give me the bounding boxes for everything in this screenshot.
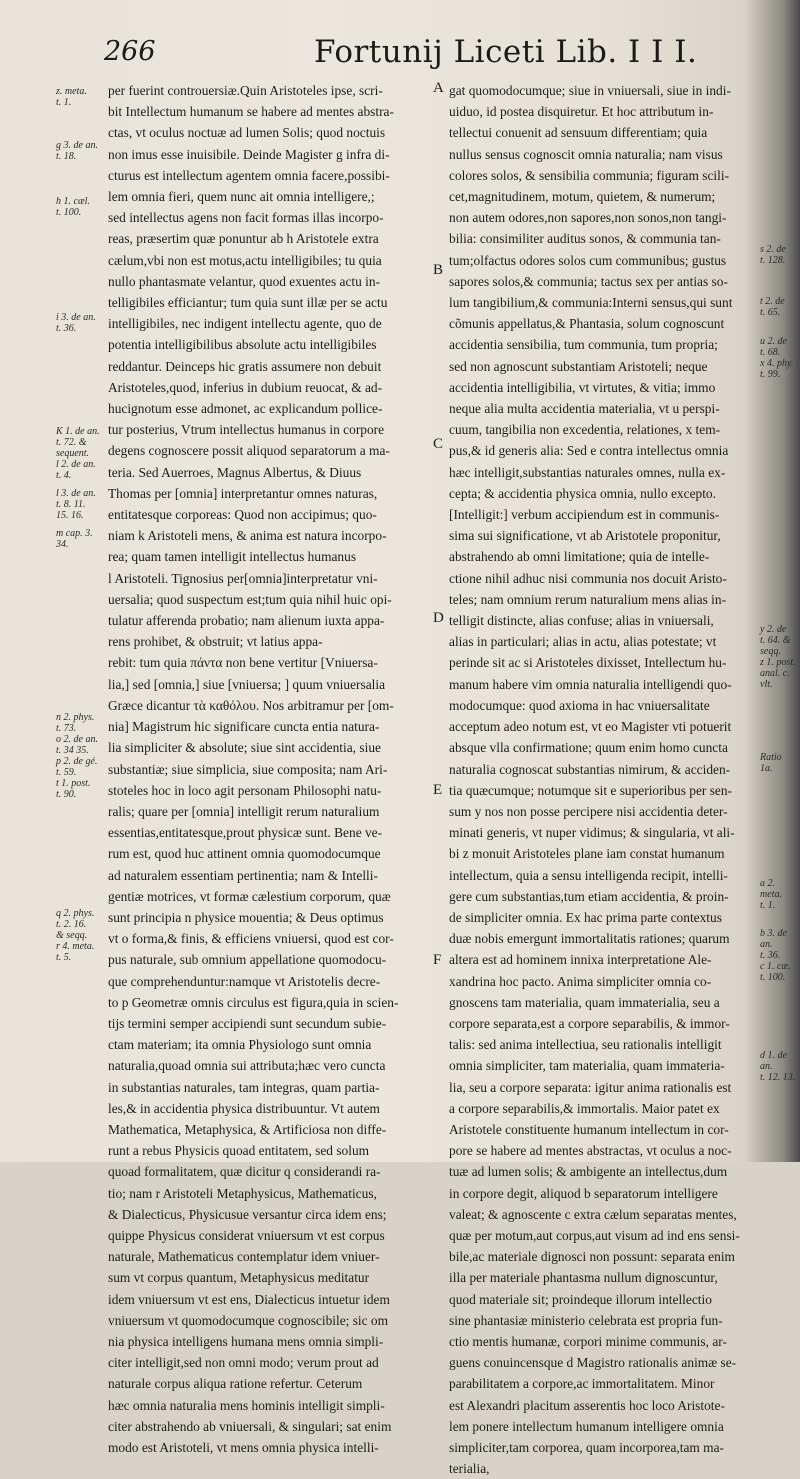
- text-line: telligit distincte, alias confuse; alias in vniuersali,: [449, 613, 714, 629]
- running-title: Fortunij Liceti Lib. I I I.: [314, 34, 698, 70]
- text-line: illa per materiale phantasma nullum dignoscuntur,: [449, 1270, 718, 1286]
- text-line: valeat; & agnoscente c extra cælum separatas mentes,: [449, 1206, 737, 1222]
- section-marker-letter: A: [433, 80, 444, 96]
- text-line: cepta; & accidentia physica omnia, nullo excepto.: [449, 485, 716, 501]
- text-line: bit Intellectum humanum se habere ad mentes abstra-: [108, 104, 394, 120]
- text-line: quod materiale sit; proindeque illorum intellectio: [449, 1291, 712, 1307]
- section-marker-letter: F: [433, 952, 442, 968]
- text-line: Græce dicantur τὰ καθόλου. Nos arbitramur per [om-: [108, 697, 394, 713]
- text-line: terialia,: [449, 1461, 490, 1477]
- text-line: per fuerint controuersiæ.Quin Aristoteles ipse, scri-: [108, 83, 383, 98]
- text-line: quoad formalitatem, quæ dicitur q considerandi ra-: [108, 1164, 381, 1180]
- text-line: tur posterius, Vtrum intellectus humanus in corpore: [108, 422, 385, 438]
- text-line: tia quæcumque; notumque sit e superioribus per sen-: [449, 782, 733, 798]
- text-line: nullo phantasmate velantur, quod exuentes actu in-: [108, 273, 381, 289]
- text-line: guens conuincensque d Magistro rationalis animæ se-: [449, 1355, 737, 1371]
- text-line: les,& in accidentia physica distribuuntur. Vt autem: [108, 1100, 380, 1116]
- text-line: uiduo, id postea disquiretur. Et hoc attributum in-: [449, 104, 714, 120]
- text-line: gat quomodocumque; siue in vniuersali, siue in indi-: [449, 83, 731, 98]
- margin-citation: n 2. phys. t. 73. o 2. de an. t. 34 35. p 2. de gé. t. 59. t 1. post. t. 90.: [56, 712, 98, 800]
- text-line: naturale corpus aliqua ratione refertur. Ceterum: [108, 1376, 363, 1392]
- text-line: rens prohibet, & obstruit; vt latius appa-: [108, 634, 323, 650]
- text-line: lia, seu a corpore separata: igitur anima rationalis est: [449, 1079, 732, 1095]
- text-line: absque vlla confirmatione; quum enim homo cuncta: [449, 740, 728, 756]
- margin-citation: u 2. de t. 68. x 4. phy. t. 99.: [760, 336, 794, 380]
- margin-citation: d 1. de an. t. 12. 13.: [760, 1050, 796, 1083]
- right-text-column: [449, 80, 767, 1479]
- text-line: naturalia,quoad omnia sui attributa;hæc vero cuncta: [108, 1058, 386, 1074]
- text-line: cturus est intellectum agentem omnia facere,possibi-: [108, 167, 390, 183]
- text-line: ad naturalem essentiam pertinentia; nam & Intelli-: [108, 867, 378, 883]
- text-line: ctio mentis humanæ, corpori minime communis, ar-: [449, 1333, 727, 1349]
- text-line: a corpore separabilis,& immortalis. Maior patet ex: [449, 1100, 720, 1116]
- text-line: in corpore degit, aliquod b separatorum intelligere: [449, 1185, 718, 1201]
- page-number: 266: [104, 36, 156, 67]
- margin-citation: q 2. phys. t. 2. 16. & seqq. r 4. meta. t. 5.: [56, 908, 95, 963]
- text-line: de simpliciter omnia. Ex hac prima parte contextus: [449, 909, 722, 925]
- text-line: cõmunis appellatus,& Phantasia, solum cognoscunt: [449, 316, 725, 332]
- text-line: tuæ ad lumen solis; & ambigente an intellectus,dum: [449, 1164, 728, 1180]
- text-line: neque alia multa accidentia materialia, vt u perspi-: [449, 401, 720, 417]
- text-line: ctas, vt oculus noctuæ ad lumen Solis; quod noctuis: [108, 125, 386, 141]
- text-line: que comprehenduntur:namque vt Aristotelis decre-: [108, 973, 381, 989]
- margin-citation: g 3. de an. t. 18.: [56, 140, 98, 162]
- text-line: pore se habere ad mentes abstractas, vt oculus a noc-: [449, 1143, 732, 1159]
- text-line: minati generis, vt nuper vidimus; & singularia, vt ali-: [449, 825, 735, 841]
- text-line: simpliciter,tam corporea, quam incorporea,tam ma-: [449, 1440, 724, 1455]
- text-line: omnia simpliciter, tam materialia, quam immateria-: [449, 1058, 725, 1074]
- text-line: abstrahendo ab omni limitatione; quia de intelle-: [449, 549, 710, 565]
- section-marker-letter: D: [433, 610, 444, 626]
- text-line: sine phantasiæ ministerio celebrata est propria fun-: [449, 1312, 723, 1328]
- text-line: parabilitatem a corpore,ac immortalitatem. Minor: [449, 1376, 715, 1392]
- text-line: lia simpliciter & absolute; siue sint accidentia, siue: [108, 740, 381, 756]
- text-line: stoteles hoc in loco agit personam Philosophi natu-: [108, 782, 382, 798]
- margin-citation: l 3. de an. t. 8. 11. 15. 16.: [56, 488, 96, 521]
- text-line: Aristoteles,quod, inferius in dubium reuocat, & ad-: [108, 379, 383, 395]
- text-line: acceptum adeo notum est, vt eo Magister vti potuerit: [449, 719, 732, 735]
- text-line: sed intellectus agens non facit formas illas incorpo-: [108, 210, 384, 226]
- text-line: altera est ad hominem innixa interpretatione Ale-: [449, 952, 712, 968]
- left-text-column: [108, 80, 430, 1458]
- text-line: uersalia; quod suspectum est;tum quia nihil huic opi-: [108, 591, 392, 607]
- text-line: ctione nihil adhuc nisi communia nos docuit Aristo-: [449, 570, 727, 586]
- text-line: vt o forma,& finis, & efficiens vniuersi, quod est cor-: [108, 931, 394, 947]
- text-line: cuum, tangibilia non excedentia, relationes, x tem-: [449, 422, 721, 438]
- text-line: nia] Magistrum hic significare cuncta entia natura-: [108, 719, 380, 735]
- text-line: citer abstrahendo ab vniuersali, & singulari; sat enim: [108, 1418, 392, 1434]
- section-marker-letter: B: [433, 262, 444, 278]
- text-line: teles; nam omnium rerum naturalium mens alias in-: [449, 591, 727, 607]
- text-line: idem vniuersum vt est ens, Dialecticus intuetur idem: [108, 1291, 390, 1307]
- text-line: rum est, quod huc attinent omnia quomodocumque: [108, 846, 381, 862]
- text-line: pus,& id generis alia: Sed e contra intellectus omnia: [449, 443, 729, 459]
- text-line: substantiæ; siue simplicia, siue composita; nam Ari-: [108, 761, 388, 777]
- text-line: Thomas per [omnia] interpretantur omnes naturas,: [108, 485, 378, 501]
- text-line: tulatur afferenda probatio; nam alienum iuxta appa-: [108, 613, 385, 629]
- margin-citation: b 3. de an. t. 36. c 1. cæ. t. 100.: [760, 928, 791, 983]
- text-line: xandrina hoc pacto. Anima simpliciter omnia co-: [449, 973, 712, 989]
- text-line: reas, præsertim quæ ponuntur ab h Aristotele extra: [108, 231, 379, 247]
- text-line: intellectum, quia a sensu intelligenda recipit, intelli-: [449, 867, 728, 883]
- text-line: to p Geometræ omnis circulus est figura,quia in scien-: [108, 994, 399, 1010]
- text-line: naturale, Mathematicus contemplatur idem vniuer-: [108, 1249, 380, 1265]
- text-line: vniuersum vt quomodocumque cognoscibile; sic om: [108, 1312, 389, 1328]
- text-line: lum tangibilium,& communia:Interni sensus,qui sunt: [449, 295, 733, 311]
- text-line: tellectui conuenit ad sensuum differentiam; quia: [449, 125, 708, 141]
- section-marker-letter: C: [433, 436, 444, 452]
- margin-citation: s 2. de t. 128.: [760, 244, 786, 266]
- text-line: lia,] sed [omnia,] siue [vniuersa; ] quum vniuersalia: [108, 676, 386, 692]
- text-line: naturalia cognoscat substantias nimirum, & acciden-: [449, 761, 731, 777]
- margin-citation: a 2. meta. t. 1.: [760, 878, 782, 911]
- text-line: gere cum substantias,tum etiam accidentia, & proin-: [449, 888, 729, 904]
- text-line: entitatesque corporeas: Quod non accipimus; quo-: [108, 507, 377, 523]
- text-line: talis: sed anima intellectiua, seu rationalis intelligit: [449, 1037, 722, 1053]
- text-line: tum;olfactus odores solos cum communibus; gustus: [449, 252, 727, 268]
- text-line: essentias,entitatesque,prout physicæ sunt. Bene ve-: [108, 825, 383, 841]
- text-line: degens cognoscere possit aliquod separatorum a ma-: [108, 443, 390, 459]
- text-line: perinde sit ac si Aristoteles dixisset, Intellectum hu-: [449, 655, 727, 671]
- text-line: tio; nam r Aristoteli Metaphysicus, Mathematicus,: [108, 1185, 377, 1201]
- text-line: ralis; quare per [omnia] intelligit rerum naturalium: [108, 803, 380, 819]
- text-line: in substantias naturales, tam integras, quam partia-: [108, 1079, 380, 1095]
- text-line: hæc intelligit,substantias naturales omnes, nulla ex-: [449, 464, 726, 480]
- text-line: sunt principia n physice mouentia; & Deus optimus: [108, 909, 384, 925]
- text-line: intelligibiles, nec indigent intellectu agente, quo de: [108, 316, 382, 332]
- text-line: niam k Aristoteli mens, & anima est natura incorpo-: [108, 528, 387, 544]
- text-line: sed non agnoscunt substantiam Aristoteli; neque: [449, 358, 708, 374]
- text-line: modo est Aristoteli, vt mens omnia physica intelli-: [108, 1440, 379, 1455]
- text-line: bile,ac materiale dignosci non possunt: separata enim: [449, 1249, 735, 1265]
- text-line: runt a rebus Physicis quoad entitatem, sed solum: [108, 1143, 370, 1159]
- text-line: corpore separata,est a corpore separabilis, & immor-: [449, 1015, 730, 1031]
- text-line: quæ per motum,aut corpus,aut visum ad ind ens sensi-: [449, 1227, 740, 1243]
- margin-citation: z. meta. t. 1.: [56, 86, 87, 108]
- text-line: est Alexandri placitum asserentis hoc loco Aristote-: [449, 1397, 725, 1413]
- page-header: [104, 30, 740, 74]
- text-line: & Dialecticus, Physicusue versantur circa idem ens;: [108, 1206, 387, 1222]
- text-line: ctam materiam; ita omnia Physiologo sunt omnia: [108, 1037, 372, 1053]
- text-line: citer intelligit,sed non omni modo; verum prout ad: [108, 1355, 379, 1371]
- text-line: manum habere vim omnia naturalia intelligendi quo-: [449, 676, 732, 692]
- text-line: lem omnia fieri, quem nunc ait omnia intelligere,;: [108, 189, 375, 205]
- text-line: nullus sensus cognoscit omnia naturalia; nam visus: [449, 146, 723, 162]
- margin-citation: Ratio 1a.: [760, 752, 782, 774]
- text-line: hæc omnia naturalia mens hominis intelligit simpli-: [108, 1397, 385, 1413]
- text-line: modocumque: quod axioma in hac vniuersalitate: [449, 697, 710, 713]
- text-line: teria. Sed Auerroes, Magnus Albertus, & Diuus: [108, 464, 362, 480]
- text-line: accidentia sensibilia, tum communia, tum propria;: [449, 337, 718, 353]
- text-line: lem ponere intellectum humanum intelligere omnia: [449, 1418, 724, 1434]
- text-line: rebit: tum quia πάντα non bene vertitur [Vniuersa-: [108, 655, 378, 671]
- text-line: gentiæ motrices, vt formæ cælestium corporum, quæ: [108, 888, 391, 904]
- text-line: colores solos, & sensibilia communia; figuram scili-: [449, 167, 730, 183]
- text-line: quippe Physicus considerat vniuersum vt est corpus: [108, 1227, 385, 1243]
- margin-citation: y 2. de t. 64. & seqq. z 1. post. anal. c. vlt.: [760, 624, 796, 690]
- text-line: cælum,vbi non est motus,actu intelligibiles; tu quia: [108, 252, 382, 268]
- text-line: [Intelligit:] verbum accipiendum est in communis-: [449, 507, 720, 523]
- text-line: cet,magnitudinem, motum, quietem, & numerum;: [449, 189, 716, 205]
- text-line: accidentia intelligibilia, vt virtutes, & vitia; immo: [449, 379, 716, 395]
- margin-citation: i 3. de an. t. 36.: [56, 312, 96, 334]
- text-line: bilia: consimiliter auditus sonos, & communia tan-: [449, 231, 721, 247]
- text-line: sima sui significatione, vt ab Aristotele proponitur,: [449, 528, 721, 544]
- text-line: Mathematica, Metaphysica, & Artificiosa non diffe-: [108, 1121, 387, 1137]
- margin-citation: t 2. de t. 65.: [760, 296, 785, 318]
- text-line: hucignotum esse admonet, ac explicandum pollice-: [108, 401, 383, 417]
- text-line: alias in particulari; alias in actu, alias potestate; vt: [449, 634, 717, 650]
- margin-citation: h 1. cæl. t. 100.: [56, 196, 90, 218]
- text-line: telligibiles efficiantur; tum quia sunt illæ per se actu: [108, 295, 388, 311]
- text-line: pus naturale, sub omnium appellatione quomodocu-: [108, 952, 387, 968]
- text-line: gnoscens tam materialia, quam immaterialia, seu a: [449, 994, 720, 1010]
- text-line: reddantur. Deinceps hic gratis assumere non debuit: [108, 358, 382, 374]
- text-line: nia physica intelligens humana mens omnia simpli-: [108, 1333, 384, 1349]
- text-line: tijs termini semper accipiendi sunt secundum subie-: [108, 1015, 387, 1031]
- text-line: potentia intelligibilibus absolute actu intelligibiles: [108, 337, 377, 353]
- text-line: rea; quam tamen intelligit intellectus humanus: [108, 549, 357, 565]
- text-line: sum y nos non posse percipere nisi accidentia deter-: [449, 803, 728, 819]
- text-line: l Aristoteli. Tignosius per[omnia]interpretatur vni-: [108, 570, 378, 586]
- text-line: sapores solos,& communia; tactus sex per antias so-: [449, 273, 728, 289]
- text-line: duæ nobis emergunt immortalitatis rationes; quarum: [449, 931, 730, 947]
- margin-citation: m cap. 3. 34.: [56, 528, 93, 550]
- section-marker-letter: E: [433, 782, 443, 798]
- text-line: non imus esse inuisibile. Deinde Magister g infra di-: [108, 146, 390, 162]
- text-line: non autem odores,non sapores,non sonos,non tangi-: [449, 210, 727, 226]
- text-line: bi z monuit Aristoteles plane iam constat humanum: [449, 846, 725, 862]
- text-line: Aristotele constituente humanum intellectum in cor-: [449, 1121, 729, 1137]
- margin-citation: K 1. de an. t. 72. & sequent. l 2. de an. t. 4.: [56, 426, 100, 481]
- text-line: sum vt corpus quantum, Metaphysicus meditatur: [108, 1270, 370, 1286]
